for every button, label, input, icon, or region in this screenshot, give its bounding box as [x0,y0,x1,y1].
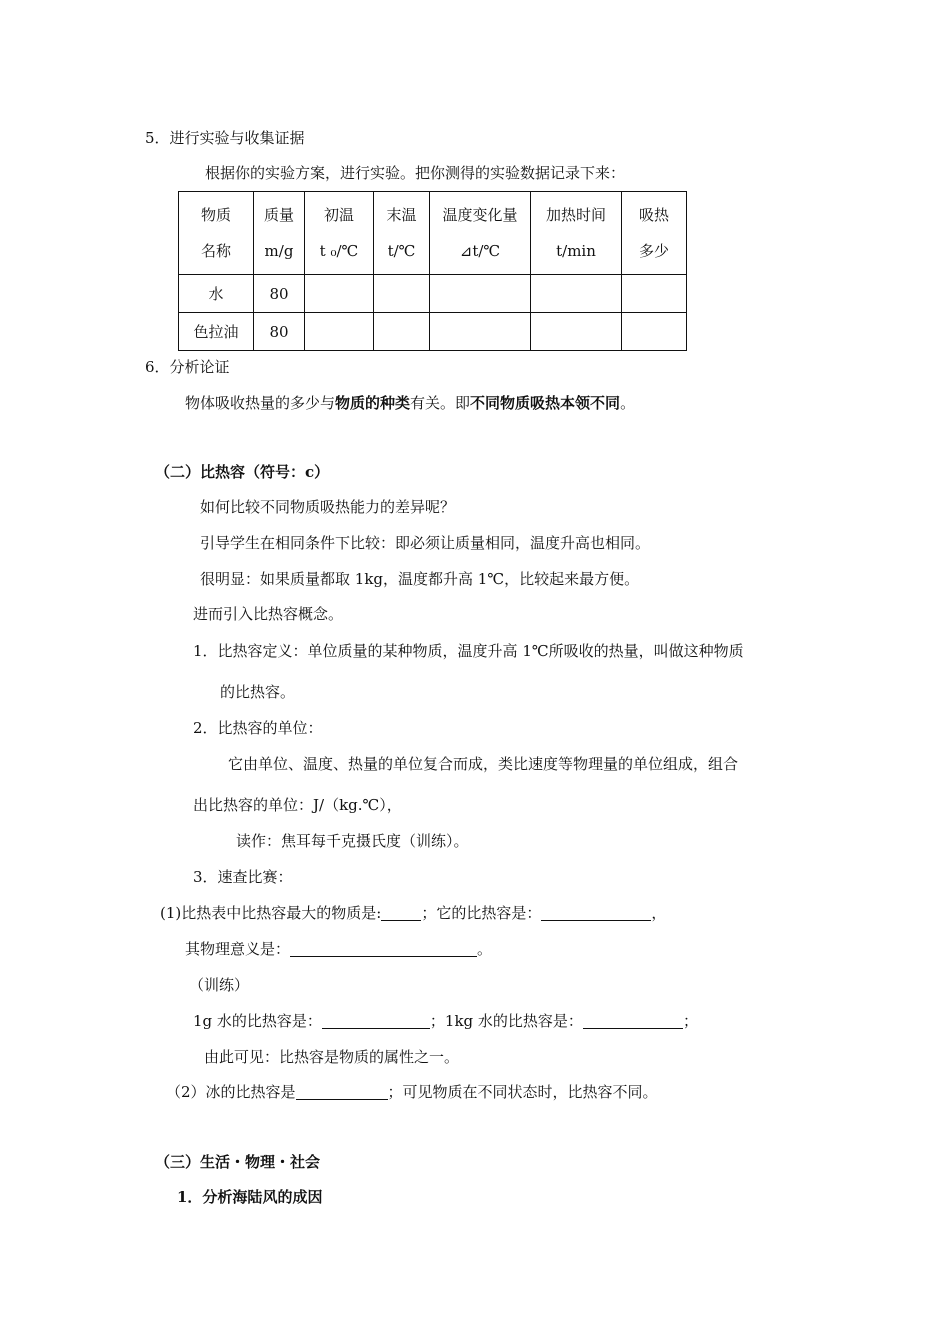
table-header-row [179,192,687,275]
table-cell [374,275,430,313]
quiz-text: 。 [477,940,493,958]
conclusion-text: 物体吸收热量的多少与 [185,394,336,412]
quiz-text: ； [682,1012,698,1030]
header-cell: 吸热 多少 [622,192,687,275]
conclusion-text: 。 [620,394,636,412]
answer-blank[interactable] [541,904,651,921]
quiz-text: 1g 水的比热容是： [193,1012,322,1030]
unit-reading: 读作：焦耳每千克摄氏度（训练）。 [236,832,469,850]
answer-blank[interactable] [322,1012,430,1029]
header-cell: 加热时间 t/min [531,192,622,275]
question-2: 引导学生在相同条件下比较：即必须让质量相同，温度升高也相同。 [200,534,651,552]
section-6-heading: 6．分析论证 [145,358,230,376]
quiz-text: ；它的比热容是： [421,904,542,922]
quiz-heading: 3．速查比赛： [193,868,293,886]
definition-line-1: 1．比热容定义：单位质量的某种物质，温度升高 1℃所吸收的热量，叫做这种物质 [193,642,744,660]
table-row [179,313,687,351]
quiz-item-1-meaning [185,939,492,959]
table-cell [305,313,374,351]
conclusion-bold: 物质的种类 [335,394,411,412]
answer-blank[interactable] [290,940,477,957]
table-row [179,275,687,313]
quiz-text: ；1kg 水的比热容是： [429,1012,583,1030]
header-cell: 物质 名称 [179,192,254,275]
header-cell: 初温 t ₀/℃ [305,192,374,275]
training-note: （训练） [189,976,250,994]
section-6-conclusion [185,393,635,413]
quiz-text: （2）冰的比热容是 [166,1083,296,1101]
ice-capacity-line [166,1082,658,1102]
section-5-heading: 5．进行实验与收集证据 [145,129,305,147]
answer-blank[interactable] [381,904,421,921]
unit-heading: 2．比热容的单位： [193,719,323,737]
table-cell: 色拉油 [179,313,254,351]
unit-line-1: 它由单位、温度、热量的单位复合而成，类比速度等物理量的单位组成，组合 [228,755,739,773]
header-cell: 质量 m/g [254,192,305,275]
table-cell: 80 [254,275,305,313]
table-cell [531,313,622,351]
question-3: 很明显：如果质量都取 1kg，温度都升高 1℃，比较起来最方便。 [200,570,640,588]
answer-blank[interactable] [296,1083,388,1100]
table-cell [430,275,531,313]
conclusion-text: 有关。即 [410,394,471,412]
water-capacity-line [193,1011,698,1031]
table-cell [531,275,622,313]
table-cell [305,275,374,313]
data-table [178,191,687,351]
part-3-item-1: 1．分析海陆风的成因 [177,1188,323,1206]
definition-line-2: 的比热容。 [220,683,296,701]
table-cell [622,275,687,313]
answer-blank[interactable] [583,1012,683,1029]
part-3-heading: （三）生活・物理・社会 [155,1153,321,1171]
header-cell: 末温 t/℃ [374,192,430,275]
table-cell: 水 [179,275,254,313]
quiz-text: ；可见物质在不同状态时，比热容不同。 [387,1083,658,1101]
quiz-text: ， [651,904,667,922]
question-1: 如何比较不同物质吸热能力的差异呢？ [200,498,456,516]
header-cell: 温度变化量 ⊿t/℃ [430,192,531,275]
table-cell [430,313,531,351]
table-cell [374,313,430,351]
unit-line-2: 出比热容的单位：J/（kg.℃）， [193,796,402,814]
property-line: 由此可见：比热容是物质的属性之一。 [204,1048,460,1066]
quiz-text: 其物理意义是： [185,940,291,958]
question-4: 进而引入比热容概念。 [193,605,344,623]
section-5-intro: 根据你的实验方案，进行实验。把你测得的实验数据记录下来： [205,164,626,182]
conclusion-bold: 不同物质吸热本领不同 [470,394,621,412]
quiz-item-1 [160,903,666,923]
table-cell: 80 [254,313,305,351]
table-cell [622,313,687,351]
quiz-text: (1)比热表中比热容最大的物质是: [160,904,382,922]
part-2-heading: （二）比热容（符号：c） [155,463,330,481]
